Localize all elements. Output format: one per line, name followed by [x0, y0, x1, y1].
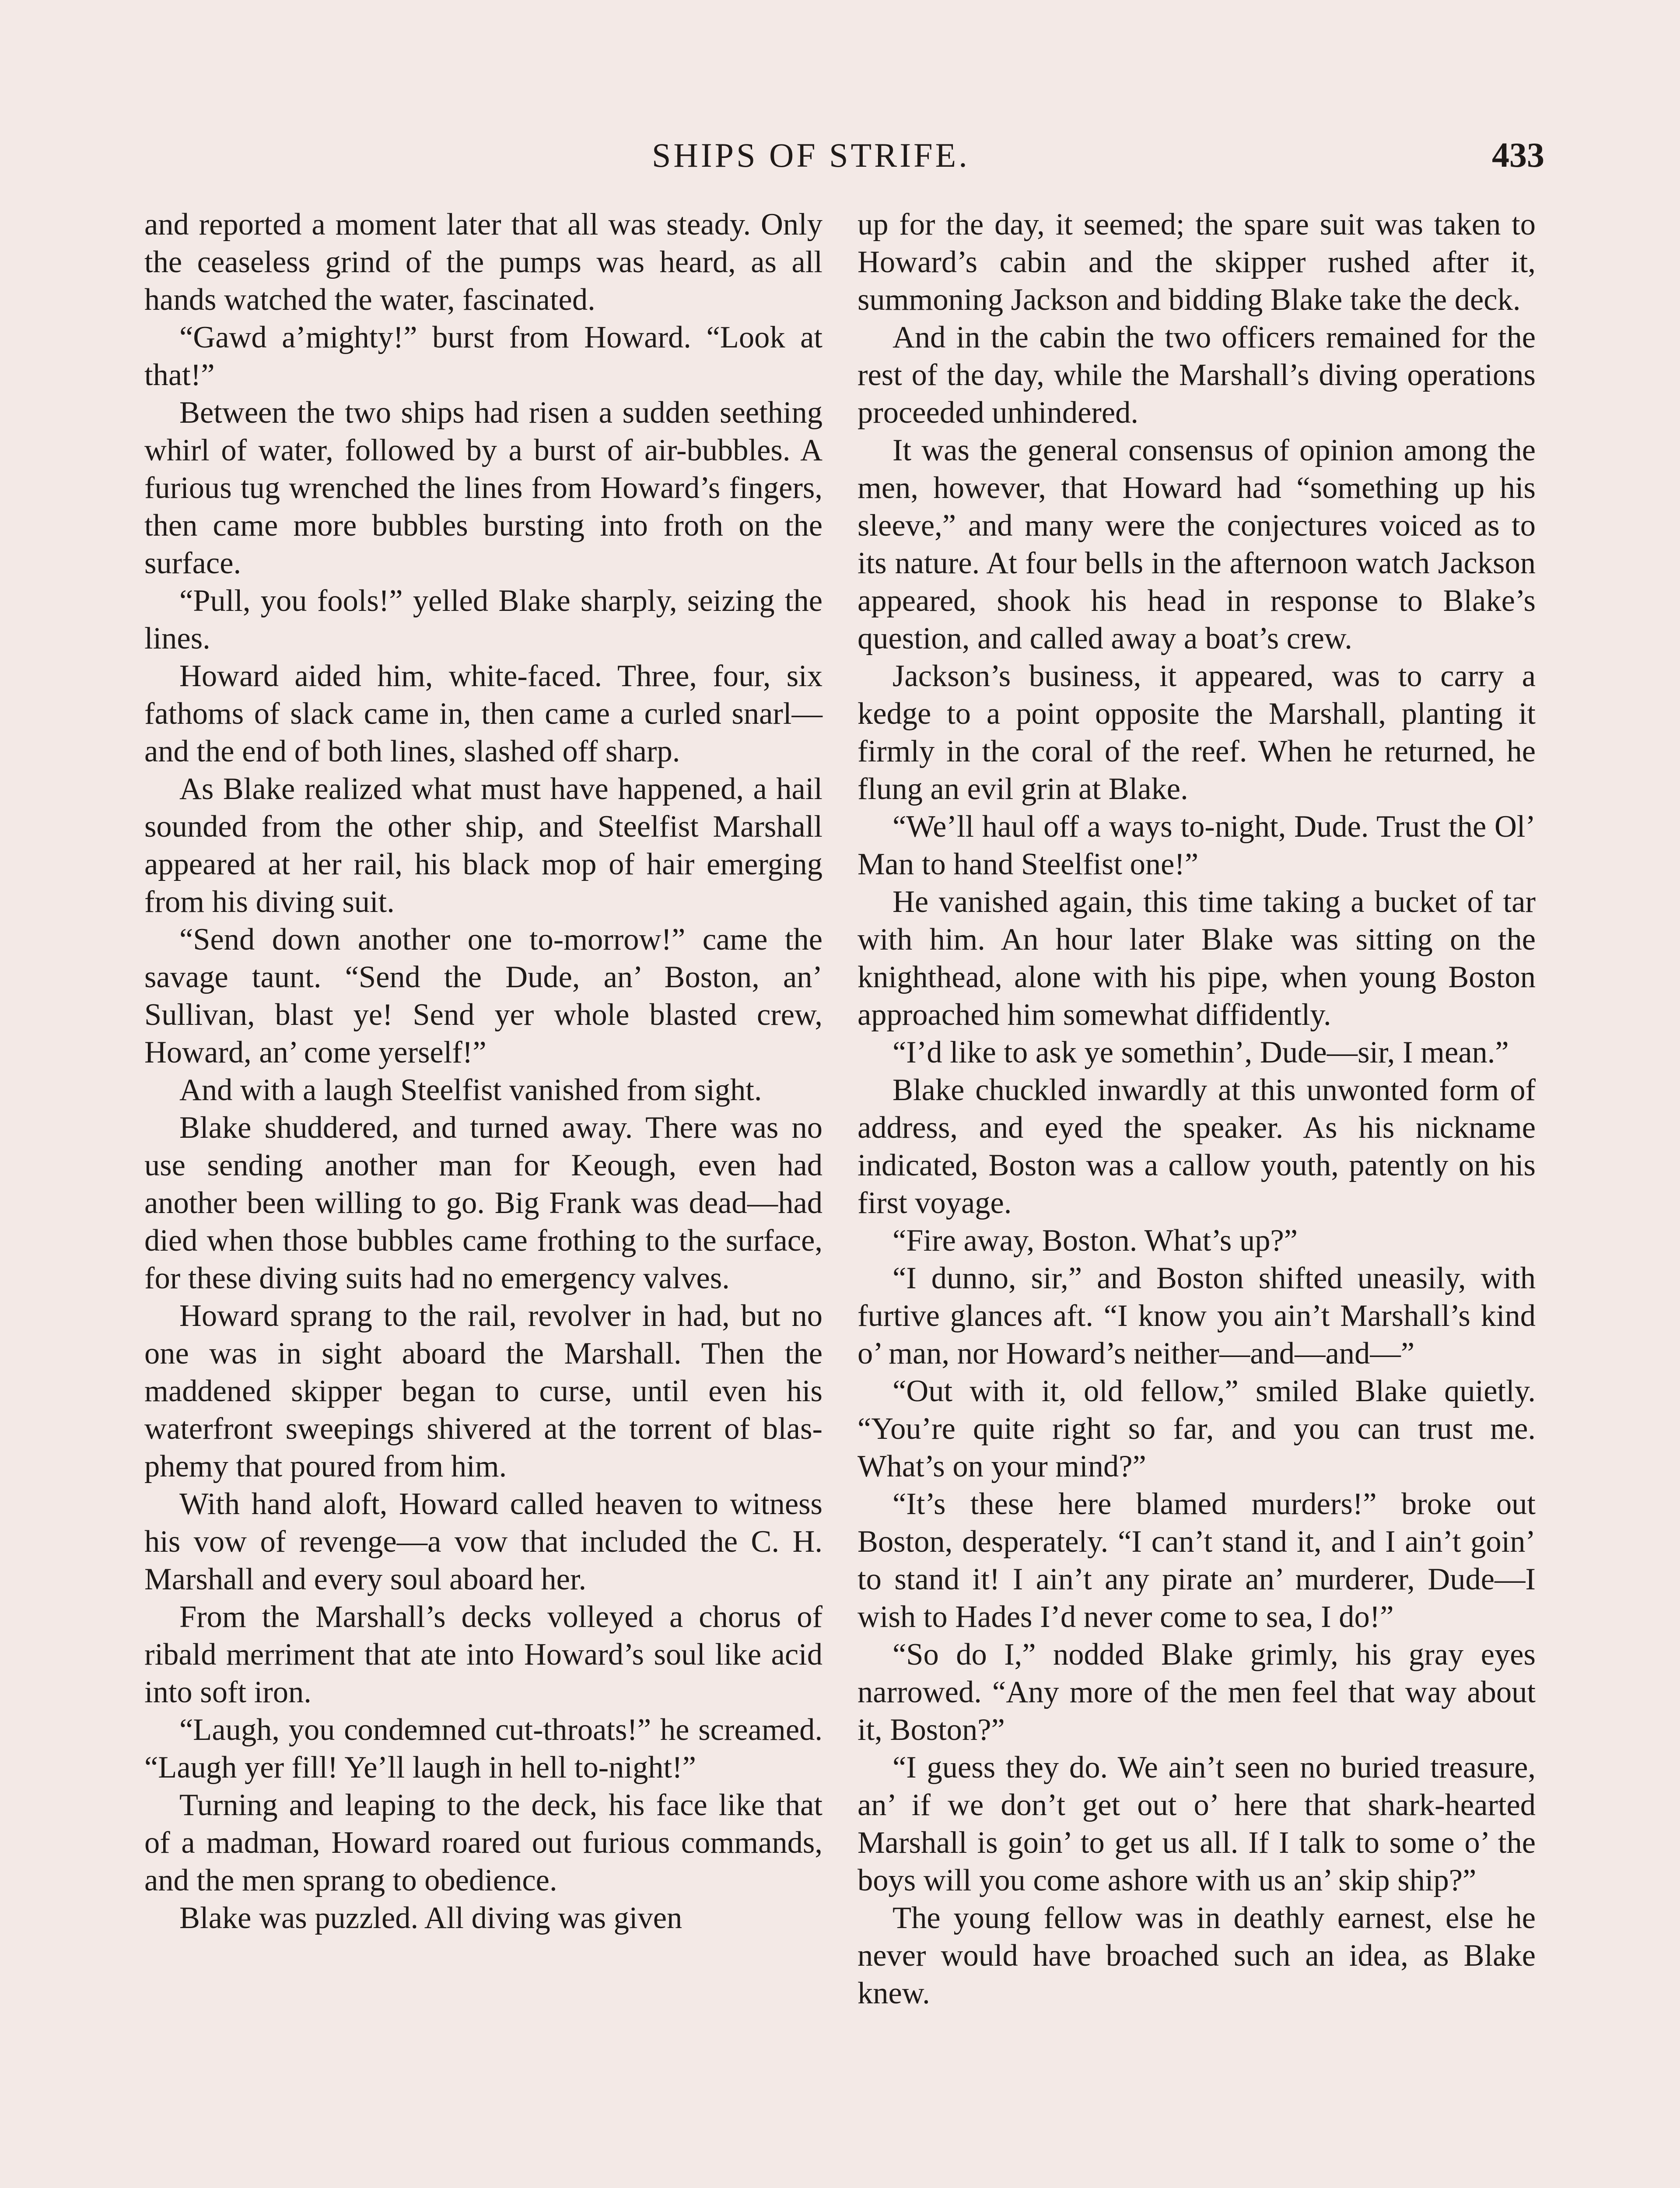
paragraph: Blake was puzzled. All diving was given: [179, 1901, 682, 1935]
page-header: [0, 131, 1680, 184]
paragraph: “Send down another one to-morrow!” came the savage taunt. “Send the Dude, an’ Boston, an’ Sullivan, blast ye! Send yer whole blasted crew, Howard, an’ come yerself!”: [144, 922, 822, 1069]
paragraph: And in the cabin the two officers remained for the rest of the day, while the Marshall’s diving operations proceeded unhindered.: [858, 320, 1536, 430]
paragraph: up for the day, it seemed; the spare suit was taken to Howard’s cabin and the skipper rushed after it, summoning Jackson and bidding Blake take the deck.: [858, 207, 1536, 317]
paragraph: “It’s these here blamed murders!” broke out Boston, desperately. “I can’t stand it, and I ain’t goin’ to stand it! I ain’t any pirate an’ murderer, Dude—I wish to Hades I’d never come to sea, I do!”: [858, 1487, 1536, 1634]
paragraph: Turning and leaping to the deck, his face like that of a madman, Howard roared out furious commands, and the men sprang to obedience.: [144, 1788, 822, 1897]
paragraph: With hand aloft, Howard called heaven to witness his vow of revenge—a vow that included the C. H. Marshall and every soul aboard her.: [144, 1487, 822, 1596]
paragraph: As Blake realized what must have happened, a hail sounded from the other ship, and Steelfist Marshall appeared at her rail, his black mop of hair emerging from his diving suit.: [144, 772, 822, 919]
paragraph: “I’d like to ask ye somethin’, Dude—sir, I mean.”: [892, 1035, 1509, 1069]
paragraph: “I dunno, sir,” and Boston shifted uneasily, with furtive glances aft. “I know you ain’t Marshall’s kind o’ man, nor Howard’s neither—and—and—”: [858, 1261, 1536, 1371]
paragraph: “Pull, you fools!” yelled Blake sharply, seizing the lines.: [144, 584, 822, 656]
paragraph: And with a laugh Steelfist vanished from sight.: [179, 1073, 762, 1107]
paragraph: “Fire away, Boston. What’s up?”: [892, 1224, 1298, 1258]
paragraph: It was the general consensus of opinion among the men, however, that Howard had “something up his sleeve,” and many were the conjectures voiced as to its nature. At four bells in the afternoon watch Jackson appeared, shook his head in response to Blake’s question, and called away a boat’s crew.: [858, 433, 1536, 656]
page-number: 433: [1492, 136, 1544, 175]
paragraph: “So do I,” nodded Blake grimly, his gray eyes narrowed. “Any more of the men feel that way about it, Boston?”: [858, 1637, 1536, 1747]
paragraph: Jackson’s business, it appeared, was to carry a kedge to a point opposite the Marshall, planting it firmly in the coral of the reef. When he returned, he flung an evil grin at Blake.: [858, 659, 1536, 806]
paragraph: “Laugh, you condemned cut-throats!” he screamed. “Laugh yer fill! Ye’ll laugh in hell to-night!”: [144, 1713, 822, 1785]
paragraph: and reported a moment later that all was steady. Only the ceaseless grind of the pumps was heard, as all hands watched the water, fascinated.: [144, 207, 822, 317]
paragraph: “Out with it, old fellow,” smiled Blake quietly. “You’re quite right so far, and you can trust me. What’s on your mind?”: [858, 1374, 1536, 1483]
running-head: SHIPS OF STRIFE.: [652, 136, 970, 174]
paragraph: “Gawd a’mighty!” burst from Howard. “Look at that!”: [144, 320, 822, 392]
right-column: [858, 206, 1536, 2012]
paragraph: Howard aided him, white-faced. Three, four, six fathoms of slack came in, then came a curled snarl—and the end of both lines, slashed off sharp.: [144, 659, 822, 768]
paragraph: Blake shuddered, and turned away. There was no use sending another man for Keough, even had another been willing to go. Big Frank was dead—had died when those bubbles came frothing to the surface, for these diving suits had no emergency valves.: [144, 1111, 822, 1295]
paragraph: Between the two ships had risen a sudden seething whirl of water, followed by a burst of air-bubbles. A furious tug wrenched the lines from Howard’s fingers, then came more bubbles bursting into froth on the surface.: [144, 396, 822, 580]
paragraph: The young fellow was in deathly earnest, else he never would have broached such an idea, as Blake knew.: [858, 1901, 1536, 2010]
paragraph: “We’ll haul off a ways to-night, Dude. Trust the Ol’ Man to hand Steelfist one!”: [858, 810, 1536, 881]
paragraph: “I guess they do. We ain’t seen no buried treasure, an’ if we don’t get out o’ here that shark-hearted Marshall is goin’ to get us all. If I talk to some o’ the boys will you come ashore with us an’ skip ship?”: [858, 1750, 1536, 1897]
left-column: [144, 206, 822, 1937]
paragraph: Howard sprang to the rail, revolver in had, but no one was in sight aboard the Marshall. Then the maddened skipper began to curse, until even his waterfront sweepings shivered at the torrent of blasphemy that poured from him.: [144, 1299, 822, 1483]
paragraph: From the Marshall’s decks volleyed a chorus of ribald merriment that ate into Howard’s soul like acid into soft iron.: [144, 1600, 822, 1709]
paragraph: He vanished again, this time taking a bucket of tar with him. An hour later Blake was sitting on the knighthead, alone with his pipe, when young Boston approached him somewhat diffidently.: [858, 885, 1536, 1032]
paragraph: Blake chuckled inwardly at this unwonted form of address, and eyed the speaker. As his nickname indicated, Boston was a callow youth, patently on his first voyage.: [858, 1073, 1536, 1220]
